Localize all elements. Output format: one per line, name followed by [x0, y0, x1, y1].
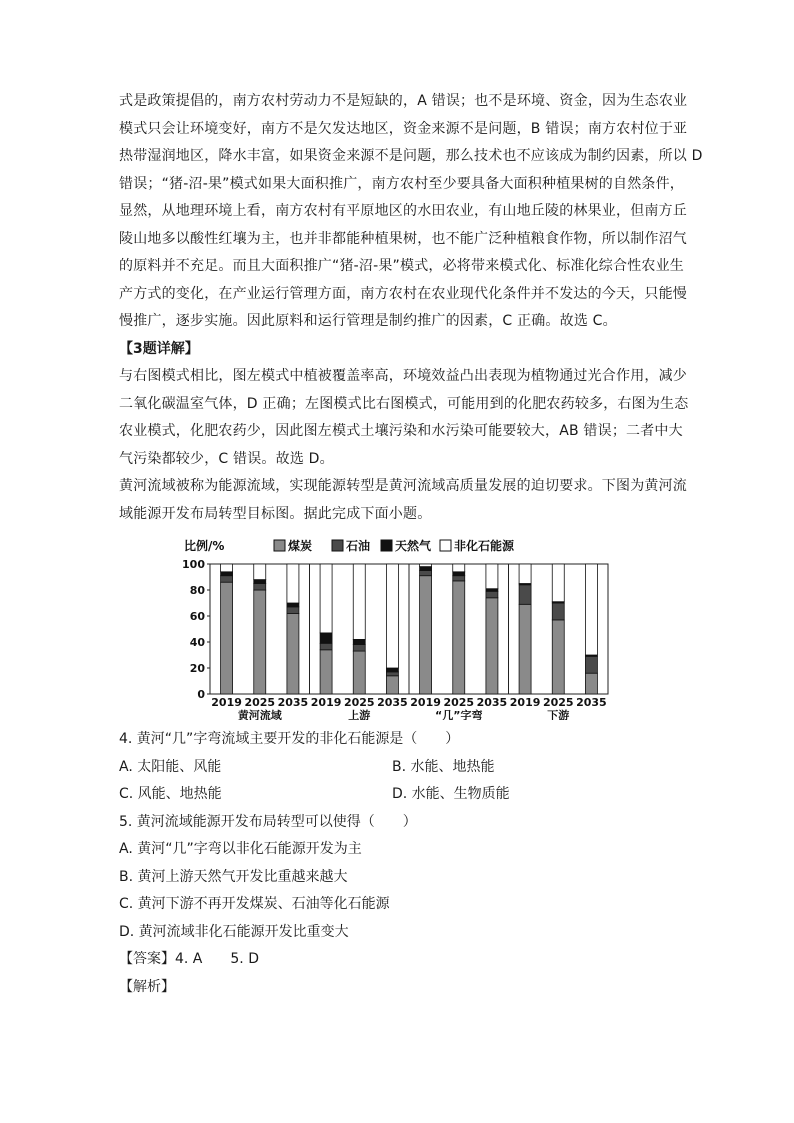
text-line: 模式只会让环境变好，南方不是欠发达地区，资金来源不是问题，B 错误；南方农村位于亚 [119, 120, 688, 137]
x-tick-label: 2035 [476, 696, 508, 709]
text-line: 域能源开发布局转型目标图。据此完成下面小题。 [119, 505, 432, 522]
question-4: 4. 黄河“几”字弯流域主要开发的非化石能源是（ ） [119, 731, 460, 747]
x-tick-label: 2025 [443, 696, 475, 709]
text-line: 显然，从地理环境上看，南方农村有平原地区的水田农业，有山地丘陵的林果业，但南方丘 [119, 203, 687, 219]
group-label: 黄河流域 [237, 709, 282, 720]
text-line: 陵山地多以酸性红壤为主，也并非都能种植果树，也不能广泛种植粮食作物，所以制作沼气 [119, 230, 687, 247]
y-tick-label: 20 [189, 662, 205, 675]
option-b[interactable]: B. 水能、地热能 [392, 758, 495, 775]
intro-paragraph [119, 473, 687, 528]
question-4-options-row-2 [119, 781, 679, 809]
x-tick-label: 2035 [377, 696, 408, 709]
x-tick-label: 2035 [277, 696, 309, 709]
legend-label: 天然气 [395, 539, 432, 553]
bar-segment [420, 576, 432, 694]
bar-segment [453, 564, 465, 572]
legend-swatch [274, 540, 285, 551]
y-tick-label: 60 [189, 610, 205, 623]
bar-segment [552, 620, 564, 694]
bar-segment [320, 633, 332, 643]
bar-segment [320, 650, 332, 694]
bar-segment [221, 572, 233, 576]
bar-segment [585, 673, 597, 694]
bar-segment [552, 564, 564, 602]
bar-segment [353, 639, 365, 644]
section-heading-q3: 【3题详解】 [119, 340, 199, 357]
text-line: 黄河流域被称为能源流域，实现能源转型是黄河流域高质量发展的迫切要求。下图为黄河流 [119, 478, 687, 494]
bar-segment [353, 564, 365, 639]
question-4-options-row-1 [119, 754, 679, 782]
bar-segment [320, 643, 332, 650]
text-line: 的原料并不充足。而且大面积推广“猪-沼-果”模式，必将带来模式化、标准化综合性农业生 [119, 258, 685, 274]
bar-segment [420, 564, 432, 567]
bar-segment [386, 672, 398, 676]
bar-segment [386, 668, 398, 672]
legend-label: 石油 [346, 539, 371, 553]
explanation-paragraph-1 [119, 88, 703, 336]
text-line: 式是政策提倡的，南方农村劳动力不是短缺的，A 错误；也不是环境、资金，因为生态农业 [119, 93, 688, 109]
bar-segment [386, 564, 398, 668]
bar-segment [254, 590, 266, 694]
x-tick-label: 2019 [509, 696, 541, 709]
text-line: 气污染都较少，C 错误。故选 D。 [119, 450, 334, 467]
bar-segment [585, 656, 597, 673]
bar-segment [386, 676, 398, 694]
y-tick-label: 40 [189, 636, 205, 649]
bar-segment [320, 564, 332, 633]
bar-segment [420, 567, 432, 571]
x-tick-label: 2019 [410, 696, 441, 709]
bar-segment [353, 651, 365, 694]
bar-segment [353, 645, 365, 652]
group-label: “几”字弯 [435, 709, 483, 720]
text-line: 错误；“猪-沼-果”模式如果大面积推广，南方农村至少要具备大面积种植果树的自然条件， [119, 175, 685, 192]
bar-segment [486, 598, 498, 694]
document-page [119, 88, 703, 1001]
bar-segment [221, 576, 233, 583]
bar-segment [254, 584, 266, 591]
option-d[interactable]: D. 水能、生物质能 [392, 786, 510, 802]
bar-segment [254, 564, 266, 580]
option-a[interactable]: A. 黄河“几”字弯以非化石能源开发为主 [119, 841, 362, 857]
legend-swatch [381, 540, 392, 551]
bar-segment [420, 571, 432, 576]
x-tick-label: 2025 [542, 696, 574, 709]
y-tick-label: 0 [197, 688, 205, 701]
bar-segment [486, 564, 498, 589]
group-label: 下游 [547, 709, 570, 720]
bar-segment [221, 582, 233, 694]
question-5: 5. 黄河流域能源开发布局转型可以使得（ ） [119, 813, 417, 830]
legend-swatch [440, 540, 451, 551]
bar-segment [519, 564, 531, 584]
energy-structure-chart [182, 532, 612, 720]
bar-segment [287, 603, 299, 607]
answer-line: 【答案】4. A 5. D [119, 951, 259, 967]
legend-label: 非化石能源 [454, 539, 515, 553]
bar-segment [453, 581, 465, 694]
group-label: 上游 [348, 709, 371, 720]
option-d[interactable]: D. 黄河流域非化石能源开发比重变大 [119, 923, 349, 940]
legend-swatch [332, 540, 343, 551]
y-tick-label: 80 [189, 584, 205, 597]
text-line: 与右图模式相比，图左模式中植被覆盖率高，环境效益凸出表现为植物通过光合作用，减少 [119, 368, 687, 384]
explanation-paragraph-2 [119, 363, 689, 473]
bar-segment [486, 591, 498, 598]
bar-segment [552, 603, 564, 620]
stacked-bar-chart [182, 532, 612, 720]
bar-segment [254, 580, 266, 584]
bar-segment [287, 607, 299, 614]
text-line: 农业模式，化肥农药少，因此图左模式土壤污染和水污染可能要较大，AB 错误；二者中大 [119, 423, 683, 439]
legend-label: 煤炭 [288, 539, 313, 553]
text-line: 热带湿润地区，降水丰富，如果资金来源不是问题，那么技术也不应该成为制约因素，所以 D [119, 148, 703, 164]
bar-segment [453, 572, 465, 576]
bar-segment [221, 564, 233, 572]
text-line: 慢推广，逐步实施。因此原料和运行管理是制约推广的因素，C 正确。故选 C。 [119, 313, 617, 329]
x-tick-label: 2025 [343, 696, 375, 709]
bar-segment [585, 564, 597, 655]
x-tick-label: 2025 [244, 696, 276, 709]
analysis-heading: 【解析】 [119, 978, 175, 995]
bar-segment [519, 585, 531, 605]
x-tick-label: 2019 [310, 696, 342, 709]
bar-segment [287, 564, 299, 603]
option-c[interactable]: C. 黄河下游不再开发煤炭、石油等化石能源 [119, 896, 390, 912]
text-line: 产方式的变化，在产业运行管理方面，南方农村在农业现代化条件并不发达的今天，只能慢 [119, 285, 687, 302]
bar-segment [287, 613, 299, 694]
bar-segment [519, 604, 531, 694]
text-line: 二氧化碳温室气体，D 正确；左图模式比右图模式，可能用到的化肥农药较多，右图为生态 [119, 395, 689, 412]
y-tick-label: 100 [182, 558, 205, 571]
x-tick-label: 2019 [211, 696, 242, 709]
bar-segment [453, 576, 465, 581]
option-c[interactable]: C. 风能、地热能 [119, 786, 222, 802]
x-tick-label: 2035 [576, 696, 607, 709]
option-a[interactable]: A. 太阳能、风能 [119, 758, 222, 775]
option-b[interactable]: B. 黄河上游天然气开发比重越来越大 [119, 868, 348, 885]
y-axis-label: 比例/% [184, 539, 225, 553]
